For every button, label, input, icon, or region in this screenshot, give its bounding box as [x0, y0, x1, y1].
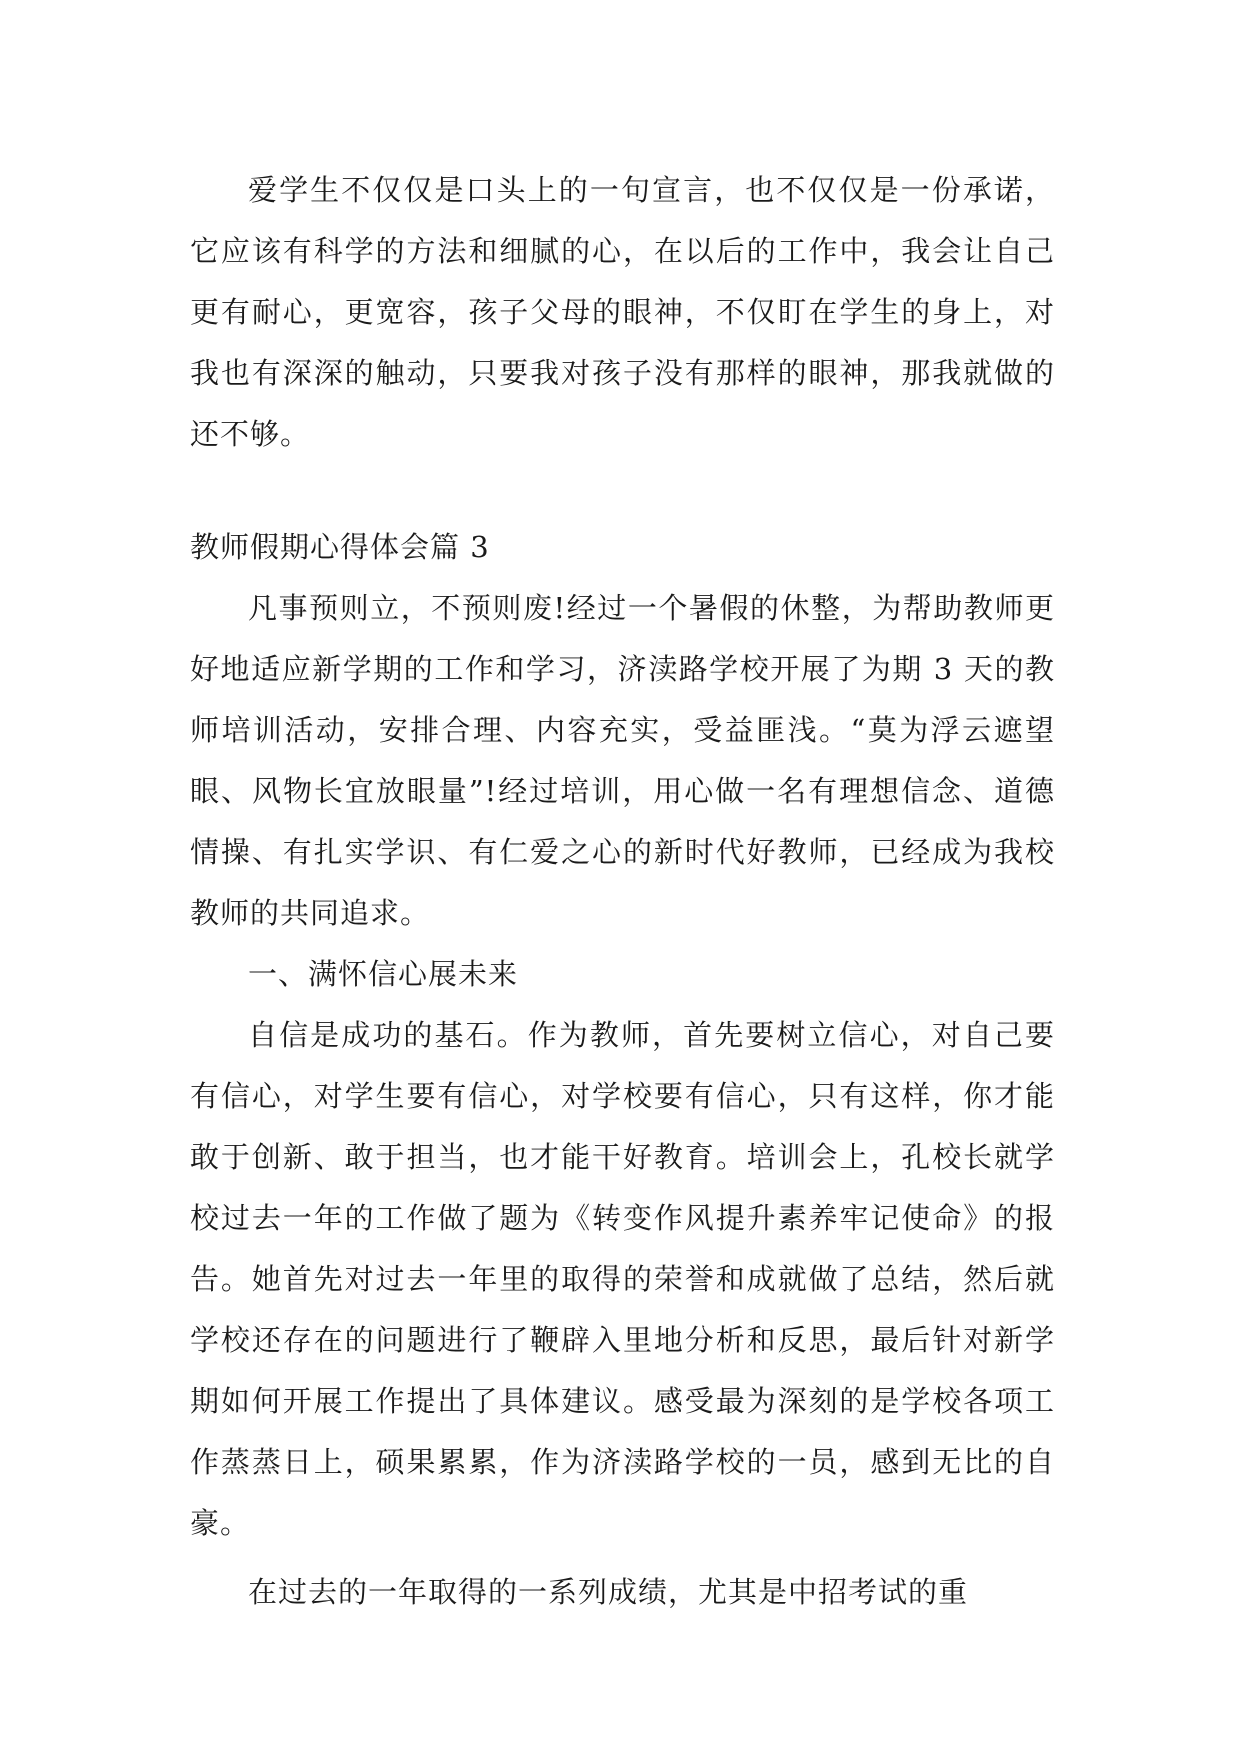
section-heading: 教师假期心得体会篇 3	[190, 530, 490, 564]
subheading-confidence: 一、满怀信心展未来	[248, 957, 519, 991]
paragraph-confidence: 自信是成功的基石。作为教师，首先要树立信心，对自己要有信心，对学生要有信心，对学校要有信心，只有这样，你才能敢于创新、敢于担当，也才能干好教育。培训会上，孔校长就学校过去一年的工作做了题为《转变作风提升素养牢记使命》的报告。她首先对过去一年里的取得的荣誉和成就做了总结，然后就学校还存在的问题进行了鞭辟入里地分析和反思，最后针对新学期如何开展工作提出了具体建议。感受最为深刻的是学校各项工作蒸蒸日上，硕果累累，作为济渎路学校的一员，感到无比的自豪。	[190, 1018, 1055, 1540]
document-body	[190, 160, 1055, 1623]
paragraph-achievements: 在过去的一年取得的一系列成绩，尤其是中招考试的重	[248, 1575, 969, 1609]
paragraph-love-students: 爱学生不仅仅是口头上的一句宣言，也不仅仅是一份承诺，它应该有科学的方法和细腻的心，在以后的工作中，我会让自己更有耐心，更宽容，孩子父母的眼神，不仅盯在学生的身上，对我也有深深的触动，只要我对孩子没有那样的眼神，那我就做的还不够。	[190, 173, 1055, 451]
paragraph-preparation: 凡事预则立，不预则废!经过一个暑假的休整，为帮助教师更好地适应新学期的工作和学习，济渎路学校开展了为期 3 天的教师培训活动，安排合理、内容充实，受益匪浅。“莫为浮云遮望眼、风物长宜放眼量”!经过培训，用心做一名有理想信念、道德情操、有扎实学识、有仁爱之心的新时代好教师，已经成为我校教师的共同追求。	[190, 591, 1055, 930]
